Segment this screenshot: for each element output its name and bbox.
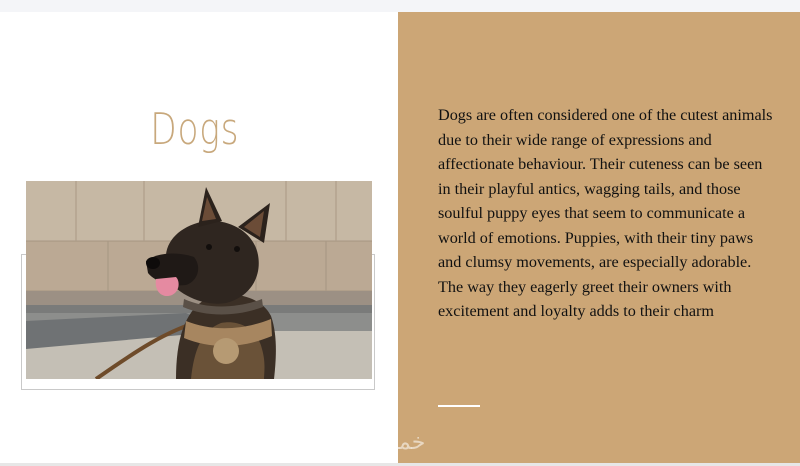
text-panel bbox=[398, 12, 800, 463]
description-text: Dogs are often considered one of the cutest animals due to their wide range of expressions and affectionate behaviour. Their cuteness can be seen in their playful antics, wagging tails, and those soulful puppy eyes that seem to communicate a world of emotions. Puppies, with their tiny paws and clumsy movements, are especially adorable. The way they eagerly greet their owners with excitement and loyalty adds to their charm bbox=[438, 106, 773, 320]
dog-photo bbox=[26, 181, 372, 379]
slide-title: Dogs bbox=[150, 104, 240, 155]
top-strip bbox=[0, 0, 800, 12]
watermark-logo: خمسات bbox=[352, 430, 426, 455]
accent-line bbox=[438, 405, 480, 407]
